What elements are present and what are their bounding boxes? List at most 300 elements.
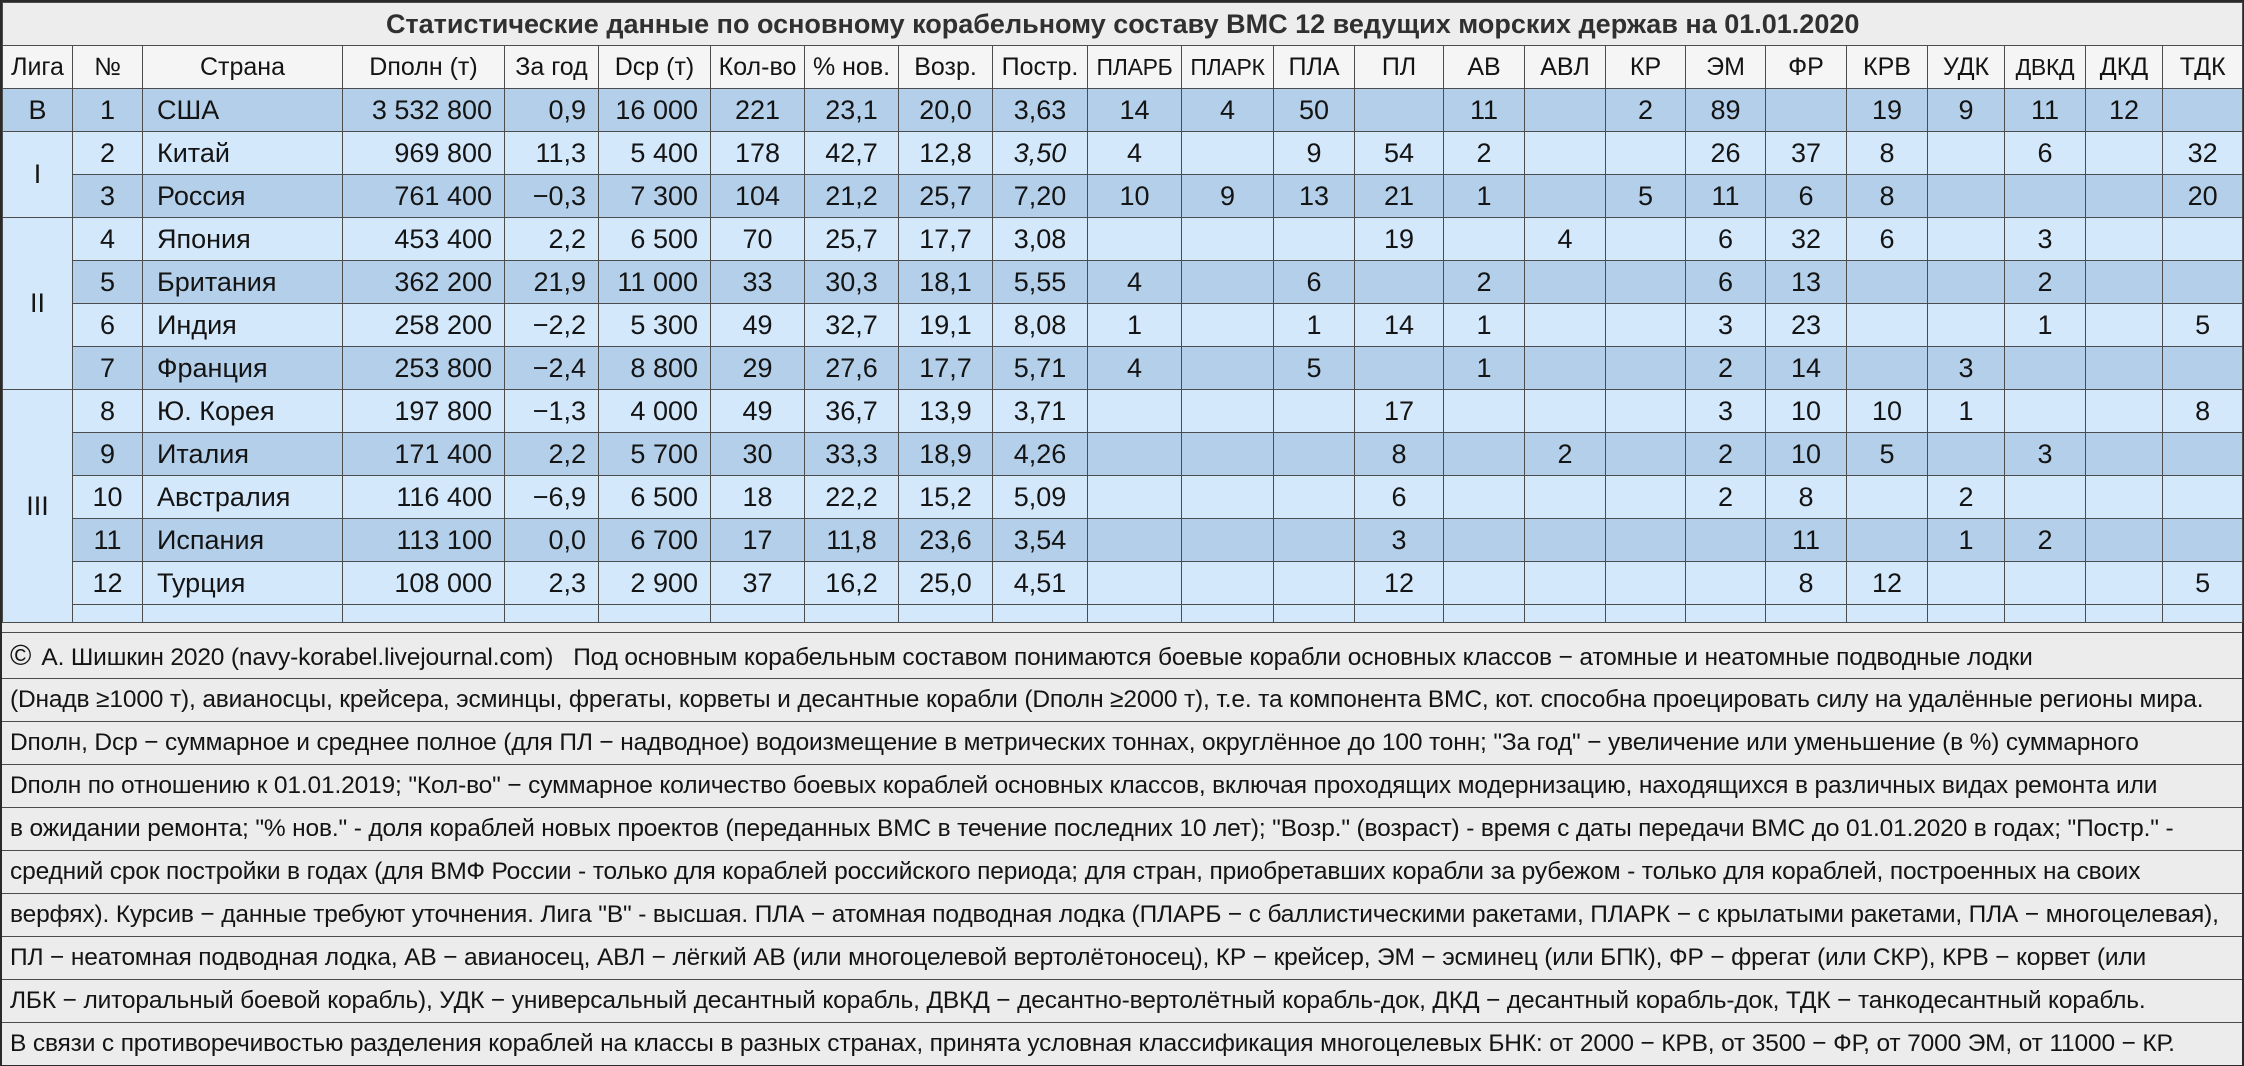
cell-udk: 1 xyxy=(1928,519,2005,562)
cell-d-avg: 11 000 xyxy=(599,261,711,304)
cell-year: −0,3 xyxy=(505,175,599,218)
table-row xyxy=(3,562,2243,605)
note-line: в ожидании ремонта; "% нов." - доля кораблей новых проектов (переданных ВМС в течение последних 10 лет); "Возр." (возраст) - время с даты передачи ВМС до 01.01.2020 в годах; "Постр." - xyxy=(2,807,2242,850)
cell-new: 11,8 xyxy=(805,519,899,562)
column-header: ПЛАРБ xyxy=(1088,46,1182,89)
cell-n: 11 xyxy=(73,519,143,562)
author-credit: А. Шишкин 2020 (navy-korabel.livejournal.com) xyxy=(41,644,554,671)
cell-kr xyxy=(1606,347,1686,390)
cell-pl: 17 xyxy=(1355,390,1444,433)
column-header: КРВ xyxy=(1847,46,1928,89)
cell-new: 32,7 xyxy=(805,304,899,347)
cell-year: 2,2 xyxy=(505,218,599,261)
header-row xyxy=(3,46,2243,89)
cell-pl: 19 xyxy=(1355,218,1444,261)
cell-built: 8,08 xyxy=(993,304,1088,347)
column-header: АВ xyxy=(1444,46,1525,89)
empty-cell xyxy=(505,605,599,623)
cell-kr xyxy=(1606,390,1686,433)
cell-pl xyxy=(1355,347,1444,390)
note-line: Dполн, Dср − суммарное и среднее полное (для ПЛ − надводное) водоизмещение в метрических тоннах, округлённое до 100 тонн; "За год" − увеличение или уменьшение (в %) суммарного xyxy=(2,721,2242,764)
table-title: Статистические данные по основному корабельному составу ВМС 12 ведущих морских держав на 01.01.2020 xyxy=(3,3,2243,46)
column-header: ДКД xyxy=(2086,46,2163,89)
cell-d-avg: 5 300 xyxy=(599,304,711,347)
cell-tdk xyxy=(2163,519,2243,562)
cell-udk xyxy=(1928,433,2005,476)
cell-built: 3,50 xyxy=(993,132,1088,175)
cell-country: Британия xyxy=(143,261,343,304)
cell-dvkd: 2 xyxy=(2005,519,2086,562)
cell-fr: 10 xyxy=(1766,390,1847,433)
cell-pla: 1 xyxy=(1274,304,1355,347)
empty-cell xyxy=(73,605,143,623)
cell-count: 33 xyxy=(711,261,805,304)
cell-built: 3,71 xyxy=(993,390,1088,433)
cell-plark xyxy=(1182,132,1274,175)
cell-built: 4,51 xyxy=(993,562,1088,605)
table-row xyxy=(3,261,2243,304)
cell-dvkd: 2 xyxy=(2005,261,2086,304)
cell-d-full: 761 400 xyxy=(343,175,505,218)
cell-year: −2,2 xyxy=(505,304,599,347)
cell-age: 18,1 xyxy=(899,261,993,304)
cell-pla: 50 xyxy=(1274,89,1355,132)
cell-d-full: 258 200 xyxy=(343,304,505,347)
cell-pl: 21 xyxy=(1355,175,1444,218)
cell-age: 15,2 xyxy=(899,476,993,519)
cell-tdk: 5 xyxy=(2163,562,2243,605)
league-cell: II xyxy=(3,218,73,390)
cell-kr xyxy=(1606,519,1686,562)
cell-year: −6,9 xyxy=(505,476,599,519)
cell-d-avg: 6 700 xyxy=(599,519,711,562)
cell-tdk: 32 xyxy=(2163,132,2243,175)
copyright-icon: © xyxy=(10,640,32,672)
cell-new: 23,1 xyxy=(805,89,899,132)
cell-dvkd: 1 xyxy=(2005,304,2086,347)
table-row xyxy=(3,390,2243,433)
cell-built: 3,63 xyxy=(993,89,1088,132)
cell-plarb xyxy=(1088,519,1182,562)
cell-kr xyxy=(1606,562,1686,605)
cell-kr xyxy=(1606,304,1686,347)
empty-cell xyxy=(1274,605,1355,623)
column-header: Страна xyxy=(143,46,343,89)
cell-n: 10 xyxy=(73,476,143,519)
cell-dvkd: 6 xyxy=(2005,132,2086,175)
cell-krv xyxy=(1847,304,1928,347)
note-line-1 xyxy=(2,632,2242,678)
cell-pla: 6 xyxy=(1274,261,1355,304)
cell-avl: 4 xyxy=(1525,218,1606,261)
cell-udk: 1 xyxy=(1928,390,2005,433)
cell-plark xyxy=(1182,476,1274,519)
cell-plarb xyxy=(1088,218,1182,261)
cell-n: 3 xyxy=(73,175,143,218)
empty-cell xyxy=(2086,605,2163,623)
cell-age: 17,7 xyxy=(899,218,993,261)
cell-avl xyxy=(1525,347,1606,390)
cell-avl xyxy=(1525,519,1606,562)
cell-built: 3,08 xyxy=(993,218,1088,261)
column-header: ДВКД xyxy=(2005,46,2086,89)
cell-d-full: 108 000 xyxy=(343,562,505,605)
naval-stats-table xyxy=(2,2,2243,623)
notes-block xyxy=(2,632,2242,1065)
cell-av: 1 xyxy=(1444,347,1525,390)
cell-pl: 6 xyxy=(1355,476,1444,519)
cell-year: 0,0 xyxy=(505,519,599,562)
cell-pl: 8 xyxy=(1355,433,1444,476)
cell-new: 22,2 xyxy=(805,476,899,519)
note-line: (Dнадв ≥1000 т), авианосцы, крейсера, эсминцы, фрегаты, корветы и десантные корабли (Dполн ≥2000 т), т.е. та компонента ВМС, кот. способна проецировать силу на удалённые регионы мира. xyxy=(2,678,2242,721)
column-header: Dср (т) xyxy=(599,46,711,89)
cell-udk xyxy=(1928,218,2005,261)
cell-tdk: 20 xyxy=(2163,175,2243,218)
cell-n: 4 xyxy=(73,218,143,261)
cell-avl: 2 xyxy=(1525,433,1606,476)
cell-year: −1,3 xyxy=(505,390,599,433)
cell-dvkd xyxy=(2005,347,2086,390)
cell-country: Китай xyxy=(143,132,343,175)
cell-tdk xyxy=(2163,261,2243,304)
empty-cell xyxy=(1928,605,2005,623)
cell-dkd xyxy=(2086,519,2163,562)
cell-kr xyxy=(1606,476,1686,519)
cell-em: 11 xyxy=(1686,175,1766,218)
cell-new: 33,3 xyxy=(805,433,899,476)
cell-dkd xyxy=(2086,175,2163,218)
cell-age: 18,9 xyxy=(899,433,993,476)
cell-udk xyxy=(1928,132,2005,175)
cell-plarb: 10 xyxy=(1088,175,1182,218)
column-header: Dполн (т) xyxy=(343,46,505,89)
cell-tdk xyxy=(2163,433,2243,476)
cell-krv: 8 xyxy=(1847,132,1928,175)
column-header: % нов. xyxy=(805,46,899,89)
cell-new: 25,7 xyxy=(805,218,899,261)
empty-cell xyxy=(1525,605,1606,623)
cell-em xyxy=(1686,519,1766,562)
cell-pl: 12 xyxy=(1355,562,1444,605)
cell-fr: 6 xyxy=(1766,175,1847,218)
cell-new: 42,7 xyxy=(805,132,899,175)
cell-kr xyxy=(1606,132,1686,175)
cell-plark xyxy=(1182,433,1274,476)
column-header: Кол-во xyxy=(711,46,805,89)
cell-dkd xyxy=(2086,261,2163,304)
cell-country: Япония xyxy=(143,218,343,261)
cell-krv: 5 xyxy=(1847,433,1928,476)
cell-age: 20,0 xyxy=(899,89,993,132)
cell-plark xyxy=(1182,390,1274,433)
cell-fr xyxy=(1766,89,1847,132)
cell-year: 2,3 xyxy=(505,562,599,605)
cell-dvkd xyxy=(2005,390,2086,433)
cell-age: 25,7 xyxy=(899,175,993,218)
column-header: ПЛАРК xyxy=(1182,46,1274,89)
cell-dvkd: 3 xyxy=(2005,433,2086,476)
cell-d-avg: 6 500 xyxy=(599,218,711,261)
cell-tdk xyxy=(2163,218,2243,261)
cell-tdk xyxy=(2163,476,2243,519)
cell-pla: 5 xyxy=(1274,347,1355,390)
cell-tdk: 8 xyxy=(2163,390,2243,433)
cell-em: 26 xyxy=(1686,132,1766,175)
cell-built: 5,55 xyxy=(993,261,1088,304)
cell-krv xyxy=(1847,519,1928,562)
cell-pla: 9 xyxy=(1274,132,1355,175)
cell-plark xyxy=(1182,347,1274,390)
empty-cell xyxy=(711,605,805,623)
empty-cell xyxy=(1766,605,1847,623)
column-header: КР xyxy=(1606,46,1686,89)
cell-plarb xyxy=(1088,562,1182,605)
cell-plarb xyxy=(1088,433,1182,476)
cell-dkd xyxy=(2086,390,2163,433)
cell-em: 3 xyxy=(1686,304,1766,347)
cell-d-full: 197 800 xyxy=(343,390,505,433)
cell-count: 29 xyxy=(711,347,805,390)
note-line: ЛБК − литоральный боевой корабль), УДК − универсальный десантный корабль, ДВКД − десантно-вертолётный корабль-док, ДКД − десантный корабль-док, ТДК − танкодесантный корабль. xyxy=(2,979,2242,1022)
cell-pl xyxy=(1355,261,1444,304)
column-header: ПЛА xyxy=(1274,46,1355,89)
cell-em: 6 xyxy=(1686,218,1766,261)
league-cell: B xyxy=(3,89,73,132)
note-line: Dполн по отношению к 01.01.2019; "Кол-во" − суммарное количество боевых кораблей основных классов, включая проходящих модернизацию, находящихся в различных видах ремонта или xyxy=(2,764,2242,807)
cell-em: 2 xyxy=(1686,347,1766,390)
cell-n: 2 xyxy=(73,132,143,175)
cell-count: 17 xyxy=(711,519,805,562)
note-line: верфях). Курсив − данные требуют уточнения. Лига "В" - высшая. ПЛА − атомная подводная лодка (ПЛАРБ − с баллистическими ракетами, ПЛАРК − с крылатыми ракетами, ПЛА − многоцелевая), xyxy=(2,893,2242,936)
cell-av: 2 xyxy=(1444,132,1525,175)
cell-age: 17,7 xyxy=(899,347,993,390)
cell-n: 5 xyxy=(73,261,143,304)
cell-d-avg: 4 000 xyxy=(599,390,711,433)
column-header: ПЛ xyxy=(1355,46,1444,89)
cell-country: Ю. Корея xyxy=(143,390,343,433)
empty-cell xyxy=(599,605,711,623)
cell-plarb: 4 xyxy=(1088,347,1182,390)
cell-d-full: 116 400 xyxy=(343,476,505,519)
cell-n: 1 xyxy=(73,89,143,132)
cell-av: 11 xyxy=(1444,89,1525,132)
note-line: ПЛ − неатомная подводная лодка, АВ − авианосец, АВЛ − лёгкий АВ (или многоцелевой вертолётоносец), КР − крейсер, ЭМ − эсминец (или БПК), ФР − фрегат (или СКР), КРВ − корвет (или xyxy=(2,936,2242,979)
cell-country: Испания xyxy=(143,519,343,562)
cell-country: Турция xyxy=(143,562,343,605)
cell-dvkd: 11 xyxy=(2005,89,2086,132)
empty-cell xyxy=(993,605,1088,623)
cell-av: 1 xyxy=(1444,304,1525,347)
table-row xyxy=(3,433,2243,476)
cell-avl xyxy=(1525,562,1606,605)
cell-av xyxy=(1444,562,1525,605)
cell-dkd xyxy=(2086,218,2163,261)
cell-year: −2,4 xyxy=(505,347,599,390)
cell-new: 21,2 xyxy=(805,175,899,218)
cell-pla xyxy=(1274,519,1355,562)
title-row xyxy=(3,3,2243,46)
cell-em: 6 xyxy=(1686,261,1766,304)
cell-plark: 9 xyxy=(1182,175,1274,218)
cell-udk: 9 xyxy=(1928,89,2005,132)
empty-cell xyxy=(143,605,343,623)
cell-em: 2 xyxy=(1686,433,1766,476)
cell-tdk xyxy=(2163,89,2243,132)
cell-udk: 2 xyxy=(1928,476,2005,519)
cell-dvkd xyxy=(2005,476,2086,519)
empty-cell xyxy=(899,605,993,623)
cell-age: 13,9 xyxy=(899,390,993,433)
cell-avl xyxy=(1525,261,1606,304)
cell-d-avg: 5 700 xyxy=(599,433,711,476)
table-row xyxy=(3,175,2243,218)
empty-cell xyxy=(343,605,505,623)
table-row xyxy=(3,218,2243,261)
cell-pla: 13 xyxy=(1274,175,1355,218)
cell-n: 12 xyxy=(73,562,143,605)
note-line: В связи с противоречивостью разделения кораблей на классы в разных странах, принята условная классификация многоцелевых БНК: от 2000 − КРВ, от 3500 − ФР, от 7000 ЭМ, от 11000 − КР. xyxy=(2,1022,2242,1065)
cell-plarb: 4 xyxy=(1088,261,1182,304)
cell-dkd xyxy=(2086,304,2163,347)
cell-avl xyxy=(1525,390,1606,433)
cell-fr: 11 xyxy=(1766,519,1847,562)
cell-kr xyxy=(1606,218,1686,261)
cell-count: 30 xyxy=(711,433,805,476)
note-line: средний срок постройки в годах (для ВМФ России - только для кораблей российского периода; для стран, приобретавших корабли за рубежом - только для кораблей, построенных на своих xyxy=(2,850,2242,893)
cell-avl xyxy=(1525,304,1606,347)
cell-new: 36,7 xyxy=(805,390,899,433)
cell-country: Франция xyxy=(143,347,343,390)
cell-plarb xyxy=(1088,476,1182,519)
cell-fr: 8 xyxy=(1766,562,1847,605)
cell-year: 11,3 xyxy=(505,132,599,175)
cell-av: 1 xyxy=(1444,175,1525,218)
cell-built: 4,26 xyxy=(993,433,1088,476)
cell-dkd: 12 xyxy=(2086,89,2163,132)
cell-new: 30,3 xyxy=(805,261,899,304)
empty-cell xyxy=(805,605,899,623)
cell-pl: 54 xyxy=(1355,132,1444,175)
cell-count: 178 xyxy=(711,132,805,175)
cell-plarb xyxy=(1088,390,1182,433)
cell-built: 3,54 xyxy=(993,519,1088,562)
cell-d-full: 171 400 xyxy=(343,433,505,476)
cell-n: 8 xyxy=(73,390,143,433)
cell-count: 18 xyxy=(711,476,805,519)
cell-av xyxy=(1444,218,1525,261)
cell-pl: 3 xyxy=(1355,519,1444,562)
cell-udk xyxy=(1928,562,2005,605)
cell-dvkd xyxy=(2005,175,2086,218)
empty-cell xyxy=(1686,605,1766,623)
cell-count: 37 xyxy=(711,562,805,605)
cell-fr: 14 xyxy=(1766,347,1847,390)
cell-pla xyxy=(1274,433,1355,476)
cell-fr: 32 xyxy=(1766,218,1847,261)
table-row xyxy=(3,89,2243,132)
cell-dkd xyxy=(2086,132,2163,175)
cell-udk xyxy=(1928,261,2005,304)
league-cell: I xyxy=(3,132,73,218)
table-row xyxy=(3,304,2243,347)
cell-avl xyxy=(1525,89,1606,132)
empty-cell xyxy=(2163,605,2243,623)
cell-udk xyxy=(1928,175,2005,218)
cell-pl: 14 xyxy=(1355,304,1444,347)
cell-country: США xyxy=(143,89,343,132)
cell-count: 49 xyxy=(711,304,805,347)
empty-cell xyxy=(1847,605,1928,623)
cell-krv: 6 xyxy=(1847,218,1928,261)
cell-plark xyxy=(1182,218,1274,261)
cell-count: 221 xyxy=(711,89,805,132)
table-row xyxy=(3,519,2243,562)
cell-pla xyxy=(1274,562,1355,605)
table-row xyxy=(3,132,2243,175)
cell-krv: 19 xyxy=(1847,89,1928,132)
cell-plark xyxy=(1182,519,1274,562)
empty-cell xyxy=(1444,605,1525,623)
cell-d-avg: 7 300 xyxy=(599,175,711,218)
column-header: Лига xyxy=(3,46,73,89)
cell-krv xyxy=(1847,476,1928,519)
cell-dkd xyxy=(2086,347,2163,390)
cell-year: 2,2 xyxy=(505,433,599,476)
cell-country: Италия xyxy=(143,433,343,476)
cell-age: 19,1 xyxy=(899,304,993,347)
cell-kr xyxy=(1606,433,1686,476)
cell-d-avg: 6 500 xyxy=(599,476,711,519)
cell-fr: 37 xyxy=(1766,132,1847,175)
cell-dkd xyxy=(2086,562,2163,605)
empty-cell xyxy=(2005,605,2086,623)
cell-pla xyxy=(1274,476,1355,519)
cell-krv xyxy=(1847,261,1928,304)
cell-em xyxy=(1686,562,1766,605)
cell-age: 23,6 xyxy=(899,519,993,562)
cell-n: 6 xyxy=(73,304,143,347)
cell-count: 104 xyxy=(711,175,805,218)
cell-udk xyxy=(1928,304,2005,347)
column-header: ТДК xyxy=(2163,46,2243,89)
cell-count: 70 xyxy=(711,218,805,261)
cell-year: 0,9 xyxy=(505,89,599,132)
cell-fr: 13 xyxy=(1766,261,1847,304)
cell-krv: 8 xyxy=(1847,175,1928,218)
cell-d-avg: 2 900 xyxy=(599,562,711,605)
column-header: № xyxy=(73,46,143,89)
column-header: УДК xyxy=(1928,46,2005,89)
league-cell: III xyxy=(3,390,73,623)
cell-krv xyxy=(1847,347,1928,390)
cell-count: 49 xyxy=(711,390,805,433)
cell-plark xyxy=(1182,562,1274,605)
cell-d-avg: 8 800 xyxy=(599,347,711,390)
cell-udk: 3 xyxy=(1928,347,2005,390)
cell-d-full: 253 800 xyxy=(343,347,505,390)
column-header: ЭМ xyxy=(1686,46,1766,89)
cell-avl xyxy=(1525,476,1606,519)
cell-avl xyxy=(1525,132,1606,175)
cell-fr: 23 xyxy=(1766,304,1847,347)
column-header: АВЛ xyxy=(1525,46,1606,89)
cell-d-full: 113 100 xyxy=(343,519,505,562)
cell-country: Австралия xyxy=(143,476,343,519)
cell-plarb: 1 xyxy=(1088,304,1182,347)
cell-plark xyxy=(1182,261,1274,304)
cell-pla xyxy=(1274,218,1355,261)
